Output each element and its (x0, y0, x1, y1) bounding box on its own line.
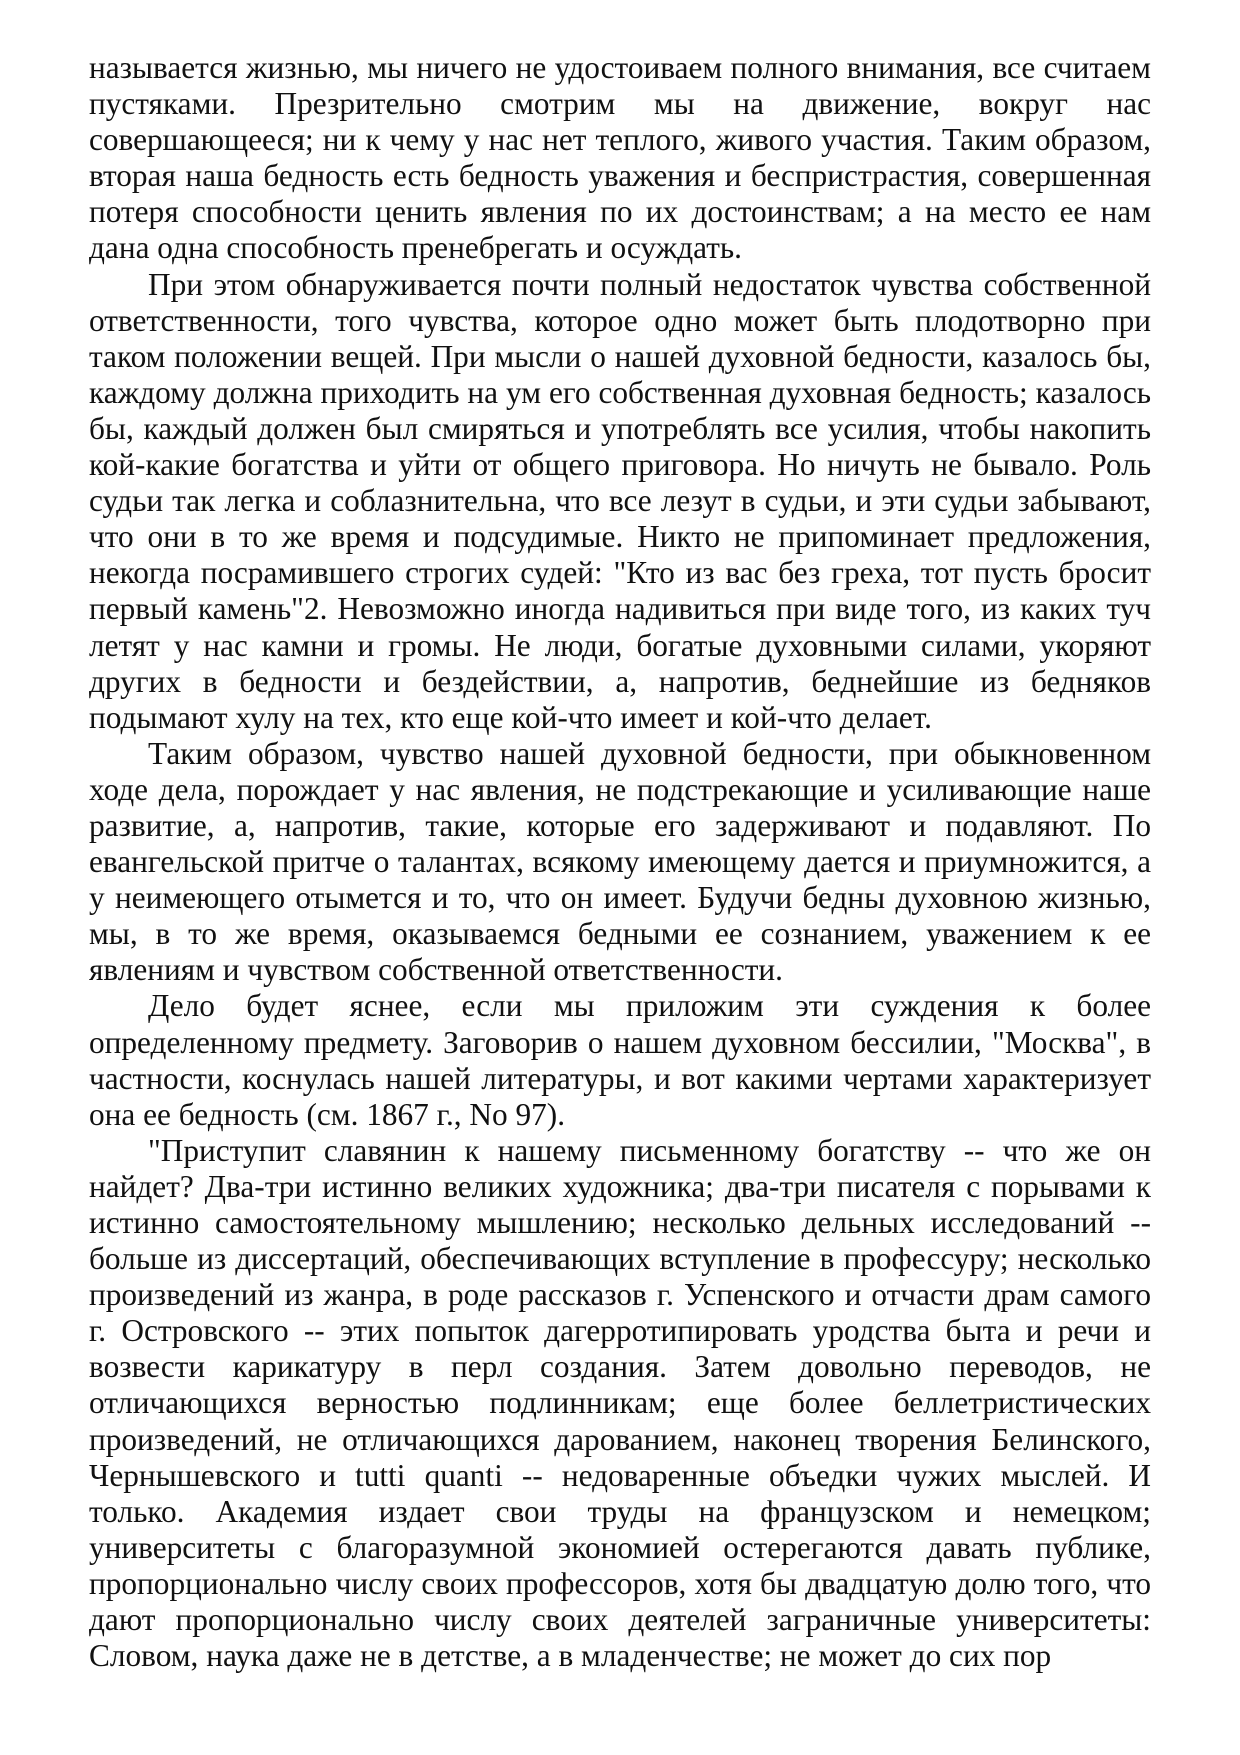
page-body (89, 50, 1151, 1674)
paragraph-5: "Приступит славянин к нашему письменному богатству -- что же он найдет? Два-три истинно великих художника; два-три писателя с порывами к истинно самостоятельному мышлению; несколько дельных исследований -- больше из диссертаций, обеспечивающих вступление в профессуру; несколько произведений из жанра, в роде рассказов г. Успенского и отчасти драм самого г. Островского -- этих попыток дагерротипировать уродства быта и речи и возвести карикатуру в перл создания. Затем довольно переводов, не отличающихся верностью подлинникам; еще более беллетристических произведений, не отличающихся дарованием, наконец творения Белинского, Чернышевского и tutti quanti -- недоваренные объедки чужих мыслей. И только. Академия издает свои труды на французском и немецком; университеты с благоразумной экономией остерегаются давать публике, пропорционально числу своих профессоров, хотя бы двадцатую долю того, что дают пропорционально числу своих деятелей заграничные университеты: Словом, наука даже не в детстве, а в младенчестве; не может до сих пор (89, 1132, 1151, 1674)
paragraph-3: Таким образом, чувство нашей духовной бедности, при обыкновенном ходе дела, порождает у нас явления, не подстрекающие и усиливающие наше развитие, а, напротив, такие, которые его задерживают и подавляют. По евангельской притче о талантах, всякому имеющему дается и приумножится, а у неимеющего отымется и то, что он имеет. Будучи бедны духовною жизнью, мы, в то же время, оказываемся бедными ее сознанием, уважением к ее явлениям и чувством собственной ответственности. (89, 735, 1151, 988)
paragraph-4: Дело будет яснее, если мы приложим эти суждения к более определенному предмету. Заговорив о нашем духовном бессилии, "Москва", в частности, коснулась нашей литературы, и вот какими чертами характеризует она ее бедность (см. 1867 г., No 97). (89, 988, 1151, 1132)
paragraph-2: При этом обнаруживается почти полный недостаток чувства собственной ответственности, того чувства, которое одно может быть плодотворно при таком положении вещей. При мысли о нашей духовной бедности, казалось бы, каждому должна приходить на ум его собственная духовная бедность; казалось бы, каждый должен был смиряться и употреблять все усилия, чтобы накопить кой-какие богатства и уйти от общего приговора. Но ничуть не бывало. Роль судьи так легка и соблазнительна, что все лезут в судьи, и эти судьи забывают, что они в то же время и подсудимые. Никто не припоминает предложения, некогда посрамившего строгих судей: "Кто из вас без греха, тот пусть бросит первый камень"2. Невозможно иногда надивиться при виде того, из каких туч летят у нас камни и громы. Не люди, богатые духовными силами, укоряют других в бедности и бездействии, а, напротив, беднейшие из бедняков подымают хулу на тех, кто еще кой-что имеет и кой-что делает. (89, 266, 1151, 735)
paragraph-1: называется жизнью, мы ничего не удостоиваем полного внимания, все считаем пустяками. Презрительно смотрим мы на движение, вокруг нас совершающееся; ни к чему у нас нет теплого, живого участия. Таким образом, вторая наша бедность есть бедность уважения и беспристрастия, совершенная потеря способности ценить явления по их достоинствам; а на место ее нам дана одна способность пренебрегать и осуждать. (89, 50, 1151, 266)
